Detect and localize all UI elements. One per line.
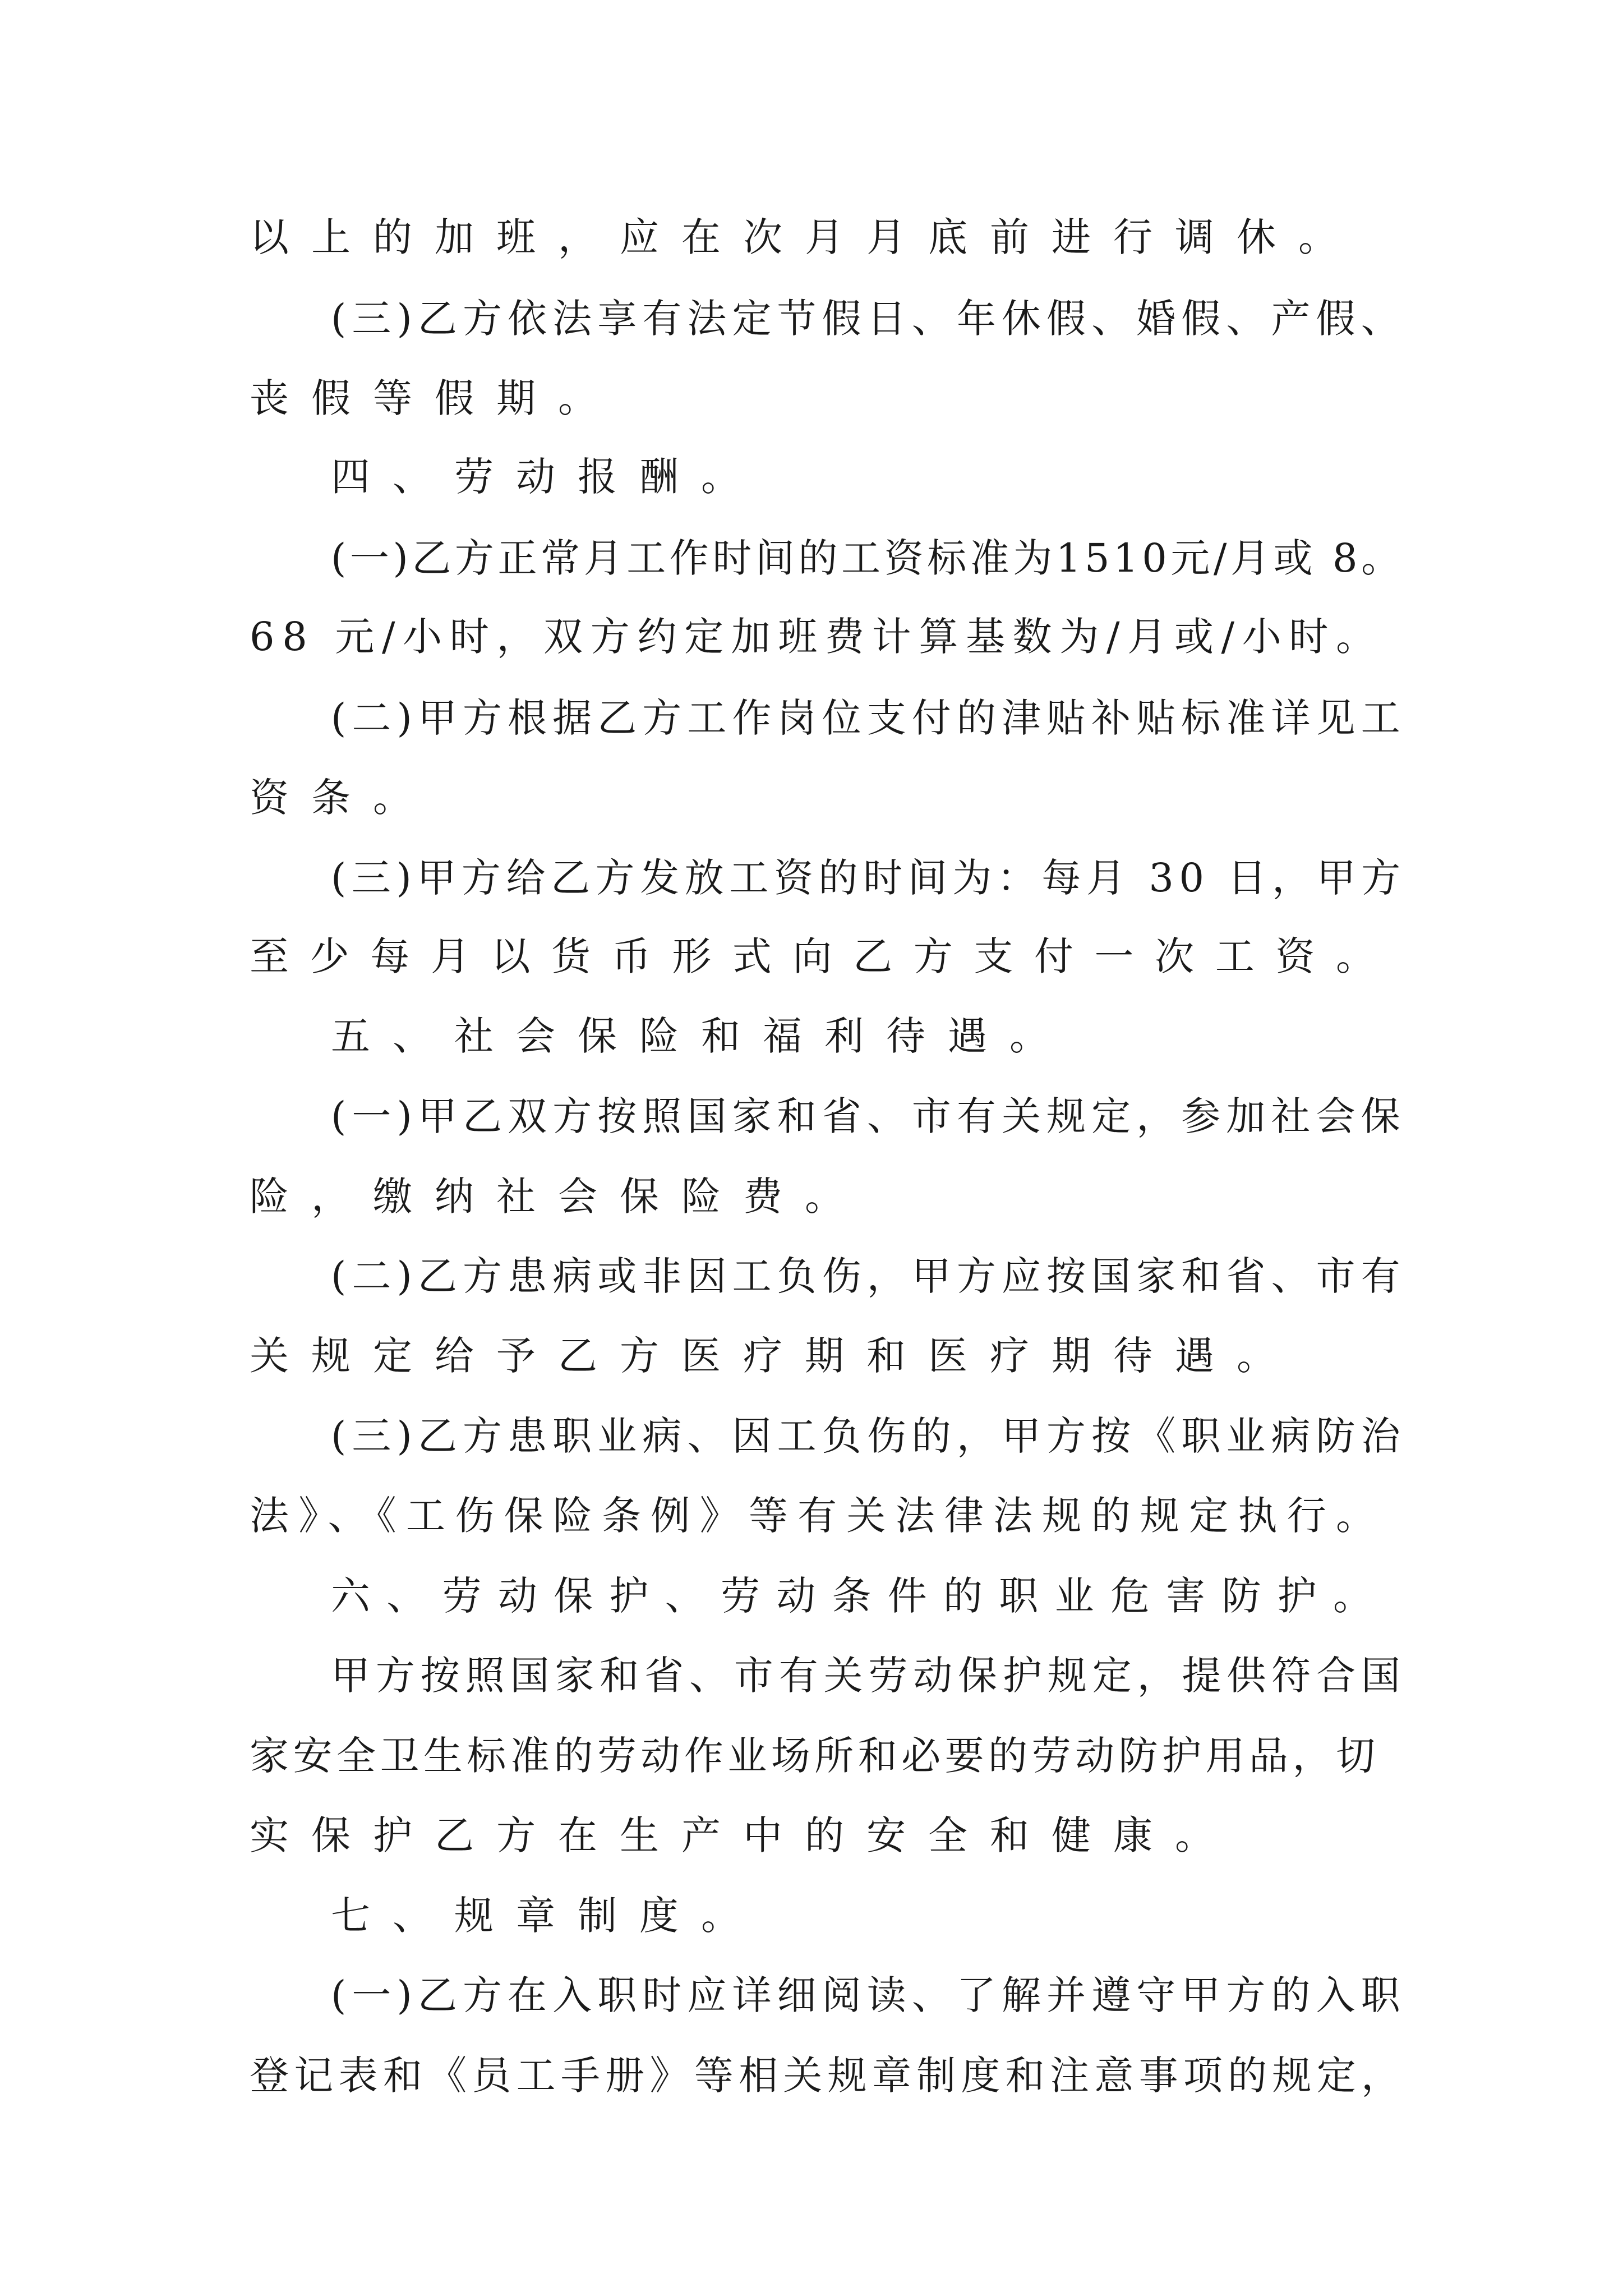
- text-line: 甲方按照国家和省、市有关劳动保护规定，提供符合国: [331, 1653, 1406, 1699]
- text-line: 资条。: [250, 775, 435, 821]
- text-line: 68 元/小时，双方约定加班费计算基数为/月或/小时。: [250, 614, 1383, 660]
- text-line: 以上的加班，应在次月月底前进行调休。: [250, 214, 1360, 260]
- section-heading: 四、劳动报酬。: [331, 454, 763, 500]
- text-line: (二)乙方患病或非因工负伤，甲方应按国家和省、市有: [331, 1253, 1406, 1299]
- text-line: (一)乙方在入职时应详细阅读、了解并遵守甲方的入职: [331, 1972, 1406, 2018]
- text-line: (三)乙方依法享有法定节假日、年休假、婚假、产假、: [331, 296, 1406, 342]
- text-line: (二)甲方根据乙方工作岗位支付的津贴补贴标准详见工: [331, 695, 1406, 741]
- text-line: 登记表和《员工手册》等相关规章制度和注意事项的规定，: [250, 2053, 1406, 2099]
- text-line: (三)乙方患职业病、因工负伤的，甲方按《职业病防治: [331, 1413, 1406, 1459]
- text-line: 关规定给予乙方医疗期和医疗期待遇。: [250, 1333, 1298, 1379]
- section-heading: 五、社会保险和福利待遇。: [331, 1013, 1071, 1059]
- text-line: (三)甲方给乙方发放工资的时间为：每月 30 日，甲方: [331, 855, 1406, 901]
- text-line: 丧假等假期。: [250, 375, 620, 421]
- text-line: (一)乙方正常月工作时间的工资标准为1510元/月或 8。: [331, 535, 1404, 581]
- text-line: 险，缴纳社会保险费。: [250, 1174, 866, 1220]
- section-heading: 六、劳动保护、劳动条件的职业危害防护。: [331, 1573, 1389, 1619]
- text-line: 实保护乙方在生产中的安全和健康。: [250, 1812, 1237, 1858]
- text-line: 法》、《工伤保险条例》等有关法律法规的规定执行。: [250, 1493, 1385, 1539]
- text-line: 家安全卫生标准的劳动作业场所和必要的劳动防护用品，切: [250, 1733, 1380, 1779]
- text-line: 至少每月以货币形式向乙方支付一次工资。: [250, 933, 1396, 979]
- text-line: (一)甲乙双方按照国家和省、市有关规定，参加社会保: [331, 1093, 1406, 1139]
- section-heading: 七、规章制度。: [331, 1893, 763, 1939]
